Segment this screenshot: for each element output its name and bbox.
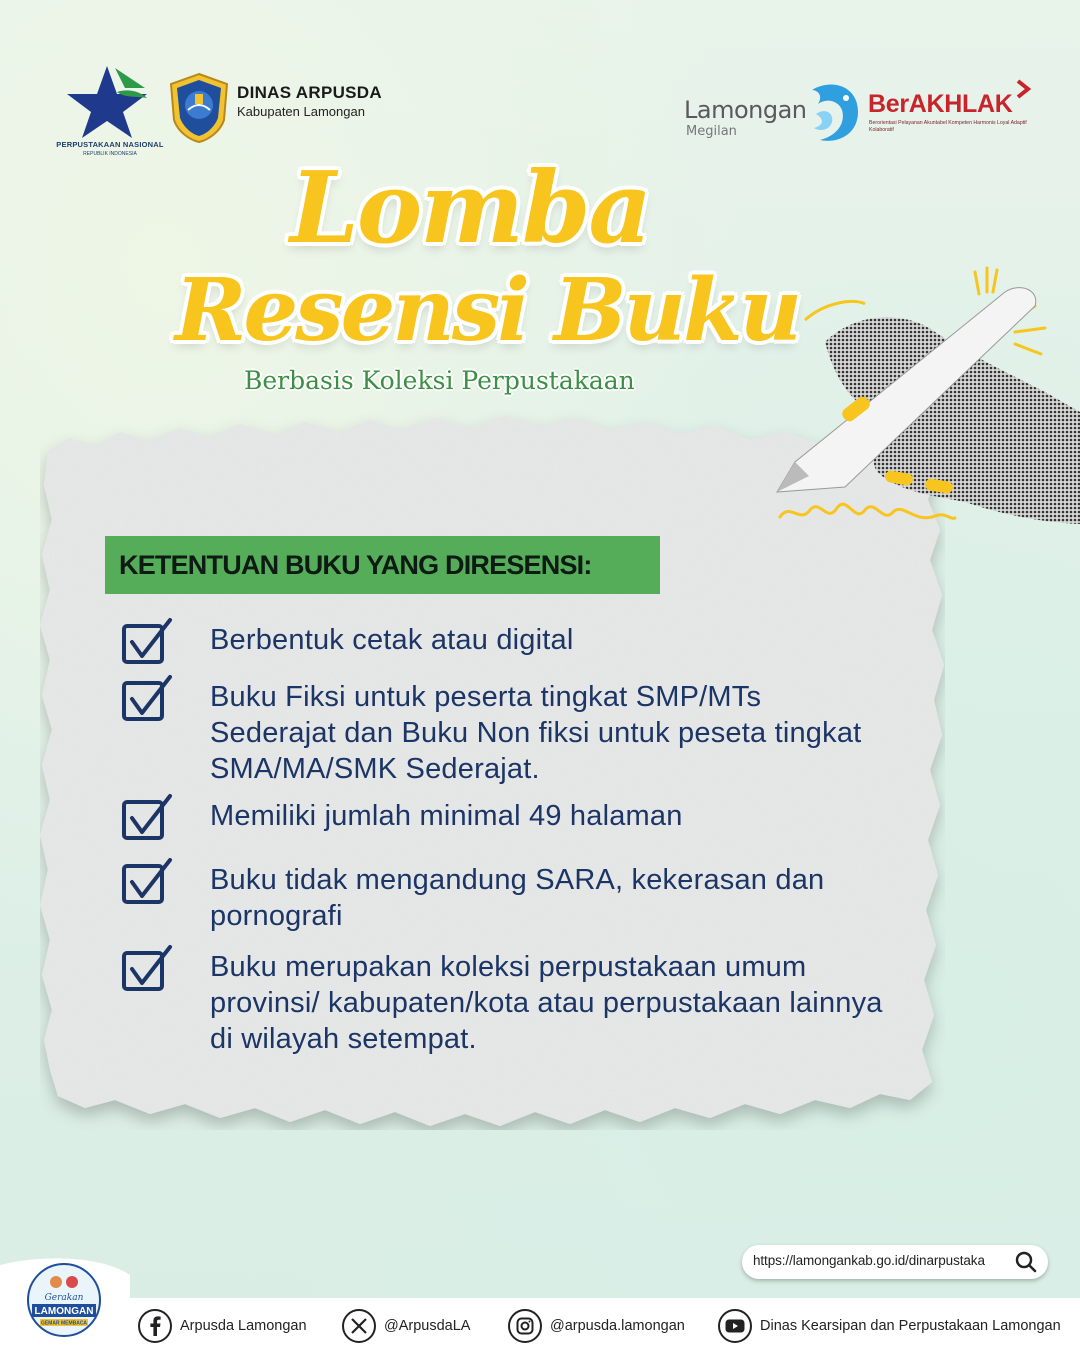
hand-holding-pen-illustration [765, 262, 1080, 542]
list-item-text: Berbentuk cetak atau digital [210, 624, 574, 656]
social-youtube[interactable] [718, 1309, 1061, 1343]
dinas-name: DINAS ARPUSDA [237, 83, 382, 102]
perpusnas-sub: REPUBLIK INDONESIA [83, 151, 137, 157]
social-x[interactable] [342, 1309, 470, 1343]
youtube-label: Dinas Kearsipan dan Perpustakaan Lamongan [760, 1318, 1061, 1334]
search-icon [1014, 1250, 1038, 1274]
lamongan-word: Lamongan [684, 96, 807, 124]
checkbox-checked-icon [120, 792, 176, 844]
list-item-text: Buku Fiksi untuk peserta tingkat SMP/MTs Sederajat dan Buku Non fiksi untuk peseta tingkat SMA/MA/SMK Sederajat. [210, 681, 862, 785]
list-item-text: Buku merupakan koleksi perpustakaan umum provinsi/ kabupaten/kota atau perpustakaan lainnya di wilayah setempat. [210, 951, 883, 1055]
x-icon [342, 1309, 376, 1343]
x-label: @ArpusdaLA [384, 1318, 471, 1334]
logo-text-mid: LAMONGAN [34, 1306, 94, 1317]
wave-fish-icon [802, 78, 862, 148]
berakhlak-word: BerAKHLAK [868, 90, 1013, 118]
section-heading [105, 536, 660, 594]
perpusnas-name: PERPUSTAKAAN NASIONAL [56, 140, 164, 149]
facebook-icon [138, 1309, 172, 1343]
perpusnas-logo [55, 62, 165, 162]
gerakan-lamongan-gemar-membaca-logo [26, 1262, 102, 1338]
social-facebook[interactable] [138, 1309, 307, 1343]
berakhlak-logo [868, 78, 1038, 138]
lamongan-regency-emblem [168, 72, 230, 144]
section-heading-text: KETENTUAN BUKU YANG DIRESENSI: [119, 549, 592, 580]
checkbox-checked-icon [120, 856, 176, 908]
facebook-label: Arpusda Lamongan [180, 1318, 307, 1334]
checkbox-checked-icon [120, 673, 176, 725]
title-line-1: Lomba [290, 151, 650, 266]
berakhlak-tagline: Berorientasi Pelayanan Akuntabel Kompeten Harmonis Loyal Adaptif Kolaboratif [869, 120, 1027, 133]
title-line-2: Resensi Buku [175, 260, 800, 361]
list-item-text: Buku tidak mengandung SARA, kekerasan dan pornografi [210, 864, 825, 932]
website-url-bar[interactable] [742, 1245, 1048, 1279]
perpusnas-star-icon [55, 62, 165, 140]
youtube-icon [718, 1309, 752, 1343]
lamongan-megilan-logo [684, 92, 862, 148]
instagram-icon [508, 1309, 542, 1343]
logo-text-top: Gerakan [44, 1293, 84, 1303]
dinas-region: Kabupaten Lamongan [237, 104, 365, 119]
list-item-text: Memiliki jumlah minimal 49 halaman [210, 800, 683, 832]
website-url: https://lamongankab.go.id/dinarpustaka [753, 1253, 985, 1268]
title-subtitle: Berbasis Koleksi Perpustakaan [244, 366, 635, 395]
chevron-right-icon [1014, 78, 1034, 100]
logo-text-bot: GEMAR MEMBACA [40, 1320, 88, 1327]
megilan-word: Megilan [686, 124, 737, 139]
checkbox-checked-icon [120, 943, 176, 995]
checkbox-checked-icon [120, 616, 176, 668]
instagram-label: @arpusda.lamongan [550, 1318, 685, 1334]
dinas-arpusda-title [237, 83, 382, 119]
social-instagram[interactable] [508, 1309, 685, 1343]
